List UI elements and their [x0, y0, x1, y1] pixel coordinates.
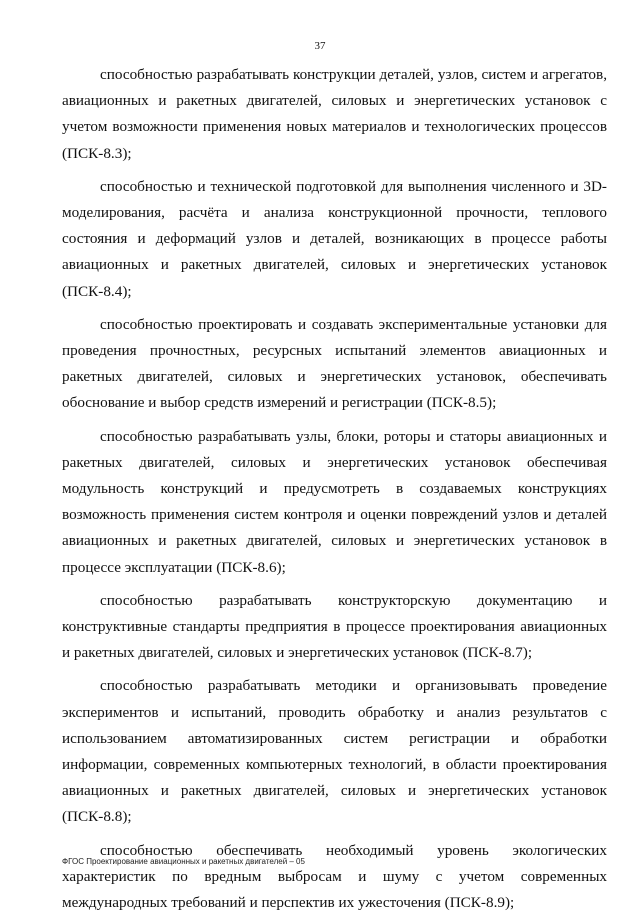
competency-paragraph: способностью разрабатывать конструкторскую документацию и конструктивные стандарты предприятия в процессе проектирования авиационных и ракетных двигателей, силовых и энергетических установок (ПСК-8.7);	[62, 591, 607, 662]
page-body	[62, 62, 607, 923]
competency-paragraph: способностью разрабатывать методики и организовывать проведение экспериментов и испытаний, проводить обработку и анализ результатов с использованием автоматизированных систем регистрации и обработки информации, современных компьютерных технологий, в области проектирования авиационных и ракетных двигателей, силовых и энергетических установок (ПСК-8.8);	[62, 677, 607, 826]
competency-paragraph: способностью разрабатывать конструкции деталей, узлов, систем и агрегатов, авиационных и ракетных двигателей, силовых и энергетических установок с учетом возможности применения новых материалов и технологических процессов (ПСК-8.3);	[62, 66, 607, 162]
page-number: 37	[314, 40, 326, 52]
competency-paragraph: способностью проектировать и создавать экспериментальные установки для проведения прочностных, ресурсных испытаний элементов авиационных и ракетных двигателей, силовых и энергетических установок, обеспечивать обоснование и выбор средств измерений и регистрации (ПСК-8.5);	[62, 315, 607, 412]
competency-paragraph: способностью и технической подготовкой для выполнения численного и 3D- моделирования, расчёта и анализа конструкционной прочности, теплового состояния и деформаций узлов и деталей, возникающих в процессе работы авиационных и ракетных двигателей, силовых и энергетических установок (ПСК-8.4);	[62, 177, 607, 300]
competency-paragraph: способностью разрабатывать узлы, блоки, роторы и статоры авиационных и ракетных двигателей, силовых и энергетических установок обеспечивая модульность конструкций и предусмотреть в создаваемых конструкциях возможность применения систем контроля и оценки повреждений узлов и деталей авиационных и ракетных двигателей, силовых и энергетических установок в процессе эксплуатации (ПСК-8.6);	[62, 427, 607, 576]
competency-paragraph: способностью обеспечивать необходимый уровень экологических характеристик по вредным выбросам и шуму с учетом современных международных требований и перспектив их ужесточения (ПСК-8.9);	[62, 841, 607, 912]
page-footer: ФГОС Проектирование авиационных и ракетных двигателей – 05	[62, 857, 305, 866]
